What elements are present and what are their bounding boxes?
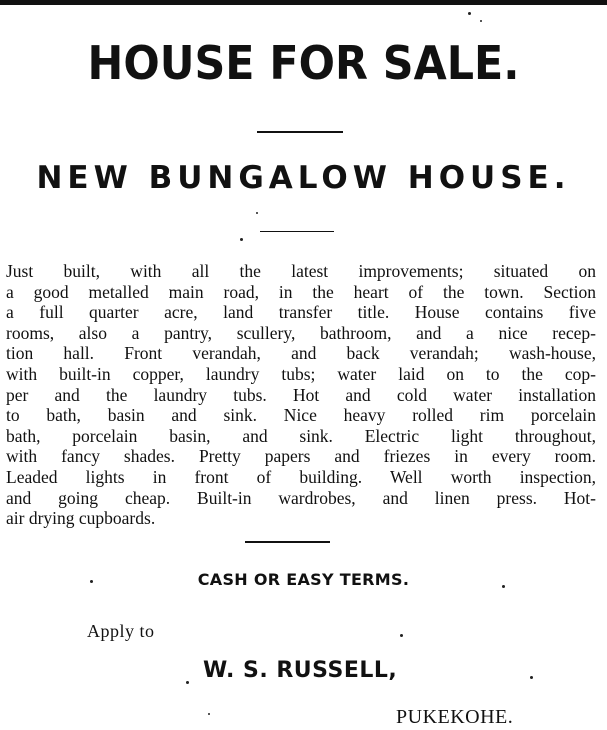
divider-rule — [245, 541, 330, 543]
print-speck — [400, 634, 403, 637]
payment-terms: CASH OR EASY TERMS. — [197, 570, 410, 589]
body-line: tion hall. Front verandah, and back verandah; wash-house, — [6, 343, 596, 364]
body-line: with fancy shades. Pretty papers and friezes in every room. — [6, 446, 596, 467]
print-speck — [530, 676, 533, 679]
subheadline: NEW BUNGALOW HOUSE. — [36, 160, 571, 196]
print-speck — [468, 12, 471, 15]
body-line: to bath, basin and sink. Nice heavy rolled rim porcelain — [6, 405, 596, 426]
body-line: a good metalled main road, in the heart of the town. Section — [6, 281, 596, 302]
agent-name: W. S. RUSSELL, — [203, 658, 398, 683]
body-line: air drying cupboards. — [6, 508, 156, 529]
body-line: rooms, also a pantry, scullery, bathroom, and a nice recep- — [6, 322, 596, 343]
advertisement-body — [6, 261, 596, 529]
print-speck — [502, 585, 505, 588]
body-line: Leaded lights in front of building. Well worth inspection, — [6, 466, 596, 487]
print-speck — [90, 580, 93, 583]
body-line: Just built, with all the latest improvements; situated on — [6, 261, 596, 281]
headline: HOUSE FOR SALE. — [87, 36, 520, 90]
agent-location: PUKEKOHE. — [396, 706, 514, 728]
body-line: with built-in copper, laundry tubs; water laid on to the cop- — [6, 363, 596, 384]
print-speck — [240, 238, 243, 241]
print-speck — [208, 713, 210, 715]
print-speck — [480, 20, 482, 22]
body-line: a full quarter acre, land transfer title. House contains five — [6, 302, 596, 323]
divider-rule — [260, 231, 334, 232]
apply-label: Apply to — [87, 621, 155, 641]
body-line: per and the laundry tubs. Hot and cold water installation — [6, 384, 596, 405]
body-line: bath, porcelain basin, and sink. Electric light throughout, — [6, 425, 596, 446]
top-border-rule — [0, 0, 607, 5]
print-speck — [186, 681, 189, 684]
divider-rule — [257, 131, 343, 133]
print-speck — [256, 212, 258, 214]
body-line: and going cheap. Built-in wardrobes, and linen press. Hot- — [6, 487, 596, 508]
